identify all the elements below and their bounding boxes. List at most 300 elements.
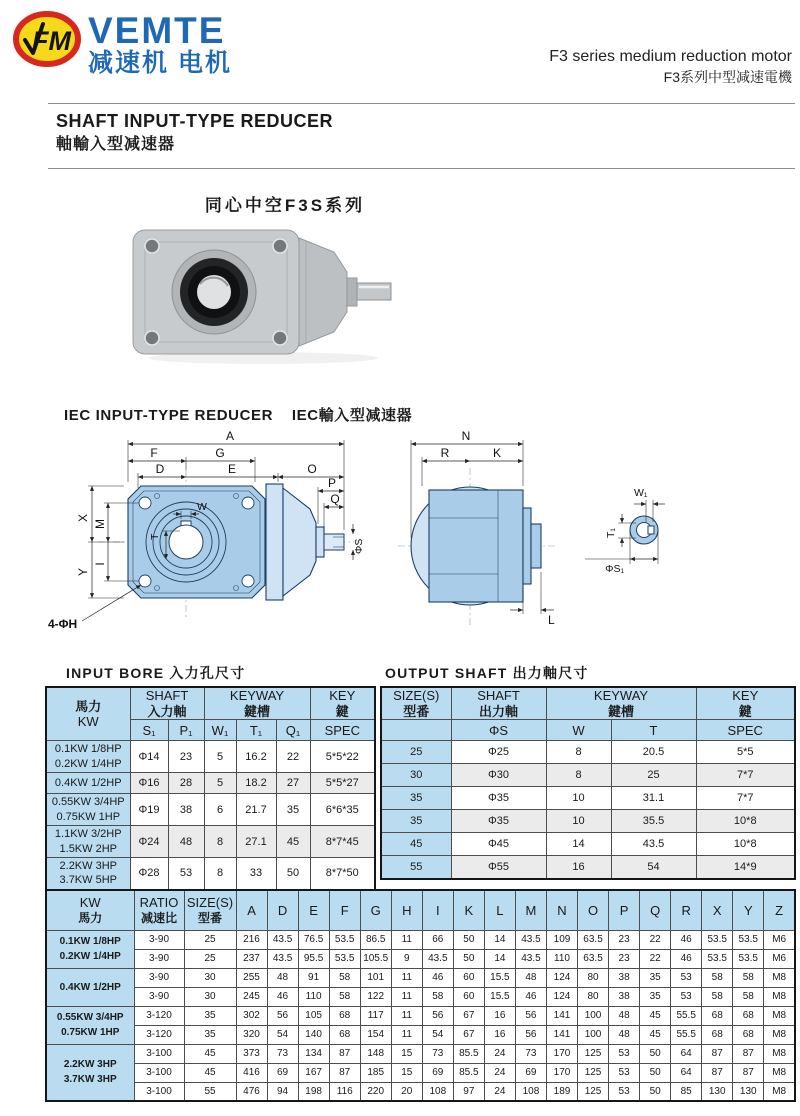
value-cell: 68 bbox=[329, 1025, 360, 1044]
power-label: 0.4KW 1/2HP bbox=[46, 968, 134, 1006]
output-shaft-title: OUTPUT SHAFT 出力軸尺寸 bbox=[385, 665, 589, 681]
value-cell: 216 bbox=[236, 930, 267, 949]
value-cell: 24 bbox=[484, 1044, 515, 1063]
value-cell: Φ55 bbox=[451, 856, 546, 879]
value-cell: 3-120 bbox=[134, 1025, 184, 1044]
value-cell: 3-100 bbox=[134, 1044, 184, 1063]
value-cell: 416 bbox=[236, 1063, 267, 1082]
value-cell: M8 bbox=[764, 1082, 795, 1101]
dim-label: K bbox=[492, 446, 502, 460]
column-header: SHAFT 出力軸 bbox=[451, 687, 546, 720]
column-header: H bbox=[391, 890, 422, 930]
value-cell: 9 bbox=[391, 949, 422, 968]
value-cell: 35 bbox=[640, 968, 671, 987]
value-cell: 55.5 bbox=[671, 1006, 702, 1025]
value-cell: 66 bbox=[422, 930, 453, 949]
dim-label: X bbox=[76, 513, 90, 523]
column-header: W bbox=[546, 720, 611, 741]
value-cell: 46 bbox=[671, 930, 702, 949]
value-cell: 97 bbox=[453, 1082, 484, 1101]
value-cell: 48 bbox=[609, 1025, 640, 1044]
value-cell: 189 bbox=[546, 1082, 577, 1101]
value-cell: 53 bbox=[671, 968, 702, 987]
value-cell: 16.2 bbox=[236, 741, 276, 773]
value-cell: 14*9 bbox=[696, 856, 795, 879]
table-row bbox=[46, 968, 795, 987]
dim-label: I bbox=[93, 562, 107, 566]
table-row bbox=[381, 741, 795, 764]
value-cell: 5 bbox=[204, 773, 236, 794]
column-header: I bbox=[422, 890, 453, 930]
brand-name: VEMTE bbox=[88, 10, 226, 51]
column-header: E bbox=[298, 890, 329, 930]
value-cell: 198 bbox=[298, 1082, 329, 1101]
value-cell: 16 bbox=[484, 1006, 515, 1025]
value-cell: 58 bbox=[702, 987, 733, 1006]
table-header-row bbox=[381, 687, 795, 720]
value-cell: 53.5 bbox=[702, 930, 733, 949]
value-cell: 45 bbox=[184, 1063, 236, 1082]
value-cell: 54 bbox=[611, 856, 696, 879]
table-row bbox=[46, 858, 375, 890]
value-cell: 50 bbox=[276, 858, 310, 890]
value-cell: M6 bbox=[764, 930, 795, 949]
value-cell: 85.5 bbox=[453, 1044, 484, 1063]
value-cell: 87 bbox=[733, 1063, 764, 1082]
column-header: Q₁ bbox=[276, 720, 310, 741]
value-cell: Φ45 bbox=[451, 833, 546, 856]
column-header: F bbox=[329, 890, 360, 930]
dim-label: Q bbox=[330, 492, 340, 506]
value-cell: 69 bbox=[267, 1063, 298, 1082]
value-cell: Φ35 bbox=[451, 787, 546, 810]
value-cell: 55.5 bbox=[671, 1025, 702, 1044]
value-cell: 23 bbox=[609, 930, 640, 949]
value-cell: 141 bbox=[546, 1025, 577, 1044]
column-header: T bbox=[611, 720, 696, 741]
dimensions-table bbox=[45, 889, 796, 1102]
value-cell: 68 bbox=[733, 1025, 764, 1044]
value-cell: Φ30 bbox=[451, 764, 546, 787]
value-cell: 11 bbox=[391, 1025, 422, 1044]
value-cell: Φ28 bbox=[130, 858, 168, 890]
value-cell: 6 bbox=[204, 794, 236, 826]
dim-label: E bbox=[227, 462, 237, 476]
column-header: SPEC bbox=[310, 720, 375, 741]
value-cell: 48 bbox=[267, 968, 298, 987]
value-cell: 237 bbox=[236, 949, 267, 968]
value-cell: 56 bbox=[515, 1006, 546, 1025]
value-cell: 124 bbox=[546, 968, 577, 987]
value-cell: 14 bbox=[484, 930, 515, 949]
value-cell: 64 bbox=[671, 1044, 702, 1063]
value-cell: 28 bbox=[168, 773, 204, 794]
dim-label: F bbox=[150, 446, 158, 460]
value-cell: 68 bbox=[733, 1006, 764, 1025]
value-cell: 48 bbox=[168, 826, 204, 858]
size-label: 55 bbox=[381, 856, 451, 879]
value-cell: 110 bbox=[546, 949, 577, 968]
value-cell: 22 bbox=[640, 949, 671, 968]
column-header: SIZE(S) 型番 bbox=[381, 687, 451, 720]
iec-heading-en: IEC INPUT-TYPE REDUCER bbox=[64, 407, 274, 424]
value-cell: 45 bbox=[184, 1044, 236, 1063]
divider bbox=[48, 103, 795, 104]
value-cell: 130 bbox=[733, 1082, 764, 1101]
value-cell: 87 bbox=[329, 1063, 360, 1082]
value-cell: 53.5 bbox=[329, 930, 360, 949]
value-cell: 11 bbox=[391, 968, 422, 987]
table-row bbox=[46, 741, 375, 773]
value-cell: 30 bbox=[184, 987, 236, 1006]
value-cell: 24 bbox=[484, 1063, 515, 1082]
value-cell: 11 bbox=[391, 1006, 422, 1025]
value-cell: 50 bbox=[640, 1082, 671, 1101]
dim-label: D bbox=[155, 462, 165, 476]
dim-label: W bbox=[197, 501, 207, 513]
value-cell: 63.5 bbox=[578, 949, 609, 968]
power-label: 2.2KW 3HP 3.7KW 5HP bbox=[46, 858, 130, 890]
column-header: P bbox=[609, 890, 640, 930]
value-cell: 105.5 bbox=[360, 949, 391, 968]
value-cell: 54 bbox=[267, 1025, 298, 1044]
series-heading bbox=[549, 46, 792, 86]
value-cell: 50 bbox=[640, 1044, 671, 1063]
value-cell: 68 bbox=[329, 1006, 360, 1025]
value-cell: 94 bbox=[267, 1082, 298, 1101]
value-cell: 53 bbox=[609, 1044, 640, 1063]
column-header: A bbox=[236, 890, 267, 930]
value-cell: 27 bbox=[276, 773, 310, 794]
value-cell: 8 bbox=[546, 741, 611, 764]
value-cell: 302 bbox=[236, 1006, 267, 1025]
table-header-row bbox=[46, 890, 795, 930]
value-cell: 85.5 bbox=[453, 1063, 484, 1082]
value-cell: 43.5 bbox=[515, 930, 546, 949]
table-row bbox=[46, 930, 795, 949]
value-cell: 23 bbox=[609, 949, 640, 968]
value-cell: 54 bbox=[422, 1025, 453, 1044]
value-cell: 53.5 bbox=[733, 949, 764, 968]
size-label: 25 bbox=[381, 741, 451, 764]
value-cell: 45 bbox=[640, 1006, 671, 1025]
value-cell: 245 bbox=[236, 987, 267, 1006]
value-cell: 320 bbox=[236, 1025, 267, 1044]
value-cell: 5*5*27 bbox=[310, 773, 375, 794]
dim-label: M bbox=[93, 519, 107, 529]
value-cell: 15.5 bbox=[484, 968, 515, 987]
value-cell: 14 bbox=[546, 833, 611, 856]
value-cell: 134 bbox=[298, 1044, 329, 1063]
column-header bbox=[381, 720, 451, 741]
value-cell: 125 bbox=[578, 1082, 609, 1101]
value-cell: 56 bbox=[515, 1025, 546, 1044]
brand-logo-icon bbox=[12, 10, 84, 70]
value-cell: 48 bbox=[609, 1006, 640, 1025]
value-cell: 8 bbox=[546, 764, 611, 787]
table-row bbox=[381, 833, 795, 856]
value-cell: 10*8 bbox=[696, 833, 795, 856]
value-cell: 8 bbox=[204, 826, 236, 858]
value-cell: 3-90 bbox=[134, 949, 184, 968]
value-cell: 25 bbox=[184, 949, 236, 968]
table-row bbox=[46, 826, 375, 858]
value-cell: 50 bbox=[453, 949, 484, 968]
column-header: KEYWAY 鍵槽 bbox=[546, 687, 696, 720]
value-cell: 53 bbox=[609, 1082, 640, 1101]
dim-label: P bbox=[327, 476, 337, 490]
value-cell: 476 bbox=[236, 1082, 267, 1101]
input-bore-title: INPUT BORE 入力孔尺寸 bbox=[66, 665, 246, 681]
column-header: O bbox=[578, 890, 609, 930]
value-cell: 15 bbox=[391, 1044, 422, 1063]
dim-label: ΦS₁ bbox=[605, 563, 624, 575]
column-header: SHAFT 入力軸 bbox=[130, 687, 204, 720]
value-cell: 58 bbox=[329, 987, 360, 1006]
column-header: Q bbox=[640, 890, 671, 930]
brand-block bbox=[88, 12, 232, 76]
brand-name-cn: 减速机 电机 bbox=[88, 49, 232, 77]
value-cell: 108 bbox=[515, 1082, 546, 1101]
value-cell: M8 bbox=[764, 1006, 795, 1025]
value-cell: 255 bbox=[236, 968, 267, 987]
dim-label: O bbox=[307, 462, 317, 476]
value-cell: 60 bbox=[453, 968, 484, 987]
dim-label: A bbox=[225, 429, 235, 443]
value-cell: 185 bbox=[360, 1063, 391, 1082]
dim-label: T bbox=[149, 533, 161, 540]
value-cell: 38 bbox=[609, 968, 640, 987]
power-label: 1.1KW 3/2HP 1.5KW 2HP bbox=[46, 826, 130, 858]
value-cell: 170 bbox=[546, 1063, 577, 1082]
value-cell: 130 bbox=[702, 1082, 733, 1101]
value-cell: 122 bbox=[360, 987, 391, 1006]
technical-drawing bbox=[40, 428, 760, 658]
value-cell: 11 bbox=[391, 930, 422, 949]
value-cell: 80 bbox=[578, 968, 609, 987]
value-cell: 125 bbox=[578, 1044, 609, 1063]
column-header: KW 馬力 bbox=[46, 890, 134, 930]
value-cell: 220 bbox=[360, 1082, 391, 1101]
dim-label: W₁ bbox=[634, 487, 648, 499]
column-header: KEYWAY 鍵槽 bbox=[204, 687, 310, 720]
value-cell: 109 bbox=[546, 930, 577, 949]
value-cell: 56 bbox=[422, 1006, 453, 1025]
value-cell: 95.5 bbox=[298, 949, 329, 968]
value-cell: 56 bbox=[267, 1006, 298, 1025]
value-cell: 45 bbox=[640, 1025, 671, 1044]
table-row bbox=[46, 773, 375, 794]
value-cell: 91 bbox=[298, 968, 329, 987]
table-row bbox=[381, 787, 795, 810]
value-cell: 100 bbox=[578, 1025, 609, 1044]
table-row bbox=[46, 987, 795, 1006]
table-row bbox=[381, 856, 795, 879]
value-cell: 87 bbox=[702, 1044, 733, 1063]
value-cell: 33 bbox=[236, 858, 276, 890]
dim-label: 4-ΦH bbox=[48, 617, 78, 631]
value-cell: 35 bbox=[640, 987, 671, 1006]
value-cell: 10 bbox=[546, 787, 611, 810]
power-label: 0.4KW 1/2HP bbox=[46, 773, 130, 794]
column-header: K bbox=[453, 890, 484, 930]
value-cell: 58 bbox=[733, 968, 764, 987]
series-title-cn: F3系列中型减速電機 bbox=[663, 68, 792, 85]
value-cell: 154 bbox=[360, 1025, 391, 1044]
value-cell: 170 bbox=[546, 1044, 577, 1063]
table-row bbox=[381, 764, 795, 787]
value-cell: 117 bbox=[360, 1006, 391, 1025]
value-cell: 60 bbox=[453, 987, 484, 1006]
value-cell: M8 bbox=[764, 968, 795, 987]
value-cell: 87 bbox=[702, 1063, 733, 1082]
column-header: M bbox=[515, 890, 546, 930]
value-cell: 73 bbox=[422, 1044, 453, 1063]
value-cell: 14 bbox=[484, 949, 515, 968]
value-cell: 69 bbox=[515, 1063, 546, 1082]
value-cell: 3-120 bbox=[134, 1006, 184, 1025]
power-label: 0.55KW 3/4HP 0.75KW 1HP bbox=[46, 1006, 134, 1044]
column-header: KEY 鍵 bbox=[696, 687, 795, 720]
size-label: 30 bbox=[381, 764, 451, 787]
table-subheader-row bbox=[381, 720, 795, 741]
value-cell: 7*7 bbox=[696, 764, 795, 787]
power-label: 0.1KW 1/8HP 0.2KW 1/4HP bbox=[46, 930, 134, 968]
value-cell: 43.5 bbox=[611, 833, 696, 856]
table-row bbox=[46, 1082, 795, 1101]
value-cell: 3-100 bbox=[134, 1082, 184, 1101]
value-cell: 7*7 bbox=[696, 787, 795, 810]
value-cell: 46 bbox=[267, 987, 298, 1006]
value-cell: 22 bbox=[640, 930, 671, 949]
value-cell: 124 bbox=[546, 987, 577, 1006]
value-cell: 45 bbox=[276, 826, 310, 858]
svg-text:FM: FM bbox=[32, 26, 71, 56]
value-cell: Φ19 bbox=[130, 794, 168, 826]
dim-label: T₁ bbox=[605, 528, 617, 538]
table-row bbox=[46, 1063, 795, 1082]
dim-label: N bbox=[461, 429, 471, 443]
column-header: S₁ bbox=[130, 720, 168, 741]
value-cell: 64 bbox=[671, 1063, 702, 1082]
column-header: G bbox=[360, 890, 391, 930]
value-cell: 23 bbox=[168, 741, 204, 773]
column-header: T₁ bbox=[236, 720, 276, 741]
value-cell: 76.5 bbox=[298, 930, 329, 949]
value-cell: 87 bbox=[733, 1044, 764, 1063]
value-cell: 16 bbox=[484, 1025, 515, 1044]
column-header: P₁ bbox=[168, 720, 204, 741]
value-cell: 67 bbox=[453, 1025, 484, 1044]
input-bore-table bbox=[45, 686, 376, 891]
value-cell: 3-90 bbox=[134, 930, 184, 949]
value-cell: 35 bbox=[184, 1025, 236, 1044]
value-cell: 35 bbox=[184, 1006, 236, 1025]
value-cell: 100 bbox=[578, 1006, 609, 1025]
value-cell: 53 bbox=[168, 858, 204, 890]
value-cell: 73 bbox=[515, 1044, 546, 1063]
value-cell: 5 bbox=[204, 741, 236, 773]
value-cell: 43.5 bbox=[267, 949, 298, 968]
value-cell: 53.5 bbox=[329, 949, 360, 968]
value-cell: 10*8 bbox=[696, 810, 795, 833]
table-row bbox=[46, 794, 375, 826]
value-cell: 10 bbox=[546, 810, 611, 833]
divider bbox=[48, 168, 795, 169]
column-header: RATIO 减速比 bbox=[134, 890, 184, 930]
power-label: 0.1KW 1/8HP 0.2KW 1/4HP bbox=[46, 741, 130, 773]
value-cell: 53 bbox=[671, 987, 702, 1006]
power-label: 0.55KW 3/4HP 0.75KW 1HP bbox=[46, 794, 130, 826]
value-cell: 43.5 bbox=[267, 930, 298, 949]
value-cell: 148 bbox=[360, 1044, 391, 1063]
value-cell: M8 bbox=[764, 1025, 795, 1044]
value-cell: 85 bbox=[671, 1082, 702, 1101]
value-cell: 38 bbox=[168, 794, 204, 826]
value-cell: 125 bbox=[578, 1063, 609, 1082]
value-cell: 3-100 bbox=[134, 1063, 184, 1082]
value-cell: 53.5 bbox=[733, 930, 764, 949]
column-header: SIZE(S) 型番 bbox=[184, 890, 236, 930]
value-cell: 35 bbox=[276, 794, 310, 826]
value-cell: 110 bbox=[298, 987, 329, 1006]
dim-label: G bbox=[215, 446, 225, 460]
iec-heading-cn: IEC輸入型减速器 bbox=[291, 407, 413, 424]
value-cell: 15.5 bbox=[484, 987, 515, 1006]
value-cell: 53.5 bbox=[702, 949, 733, 968]
value-cell: 24 bbox=[484, 1082, 515, 1101]
value-cell: 50 bbox=[640, 1063, 671, 1082]
column-header: ΦS bbox=[451, 720, 546, 741]
value-cell: 67 bbox=[453, 1006, 484, 1025]
value-cell: 167 bbox=[298, 1063, 329, 1082]
value-cell: 8*7*45 bbox=[310, 826, 375, 858]
value-cell: M8 bbox=[764, 987, 795, 1006]
value-cell: 63.5 bbox=[578, 930, 609, 949]
value-cell: 18.2 bbox=[236, 773, 276, 794]
dim-label: L bbox=[548, 613, 555, 627]
dim-label: ΦS bbox=[353, 538, 365, 554]
value-cell: 11 bbox=[391, 987, 422, 1006]
value-cell: 46 bbox=[422, 968, 453, 987]
value-cell: 16 bbox=[546, 856, 611, 879]
value-cell: 27.1 bbox=[236, 826, 276, 858]
table-row bbox=[46, 1044, 795, 1063]
value-cell: 87 bbox=[329, 1044, 360, 1063]
value-cell: 50 bbox=[453, 930, 484, 949]
value-cell: 22 bbox=[276, 741, 310, 773]
value-cell: 43.5 bbox=[515, 949, 546, 968]
value-cell: 20.5 bbox=[611, 741, 696, 764]
value-cell: 3-90 bbox=[134, 987, 184, 1006]
table-header-row bbox=[46, 687, 375, 720]
size-label: 35 bbox=[381, 787, 451, 810]
column-header: R bbox=[671, 890, 702, 930]
product-photo bbox=[118, 220, 403, 370]
value-cell: Φ14 bbox=[130, 741, 168, 773]
value-cell: 108 bbox=[422, 1082, 453, 1101]
value-cell: 46 bbox=[671, 949, 702, 968]
table-row bbox=[46, 1006, 795, 1025]
value-cell: 116 bbox=[329, 1082, 360, 1101]
page-title bbox=[56, 110, 333, 156]
value-cell: 3-90 bbox=[134, 968, 184, 987]
value-cell: 8 bbox=[204, 858, 236, 890]
value-cell: 58 bbox=[733, 987, 764, 1006]
column-header: Z bbox=[764, 890, 795, 930]
value-cell: 55 bbox=[184, 1082, 236, 1101]
value-cell: 69 bbox=[422, 1063, 453, 1082]
